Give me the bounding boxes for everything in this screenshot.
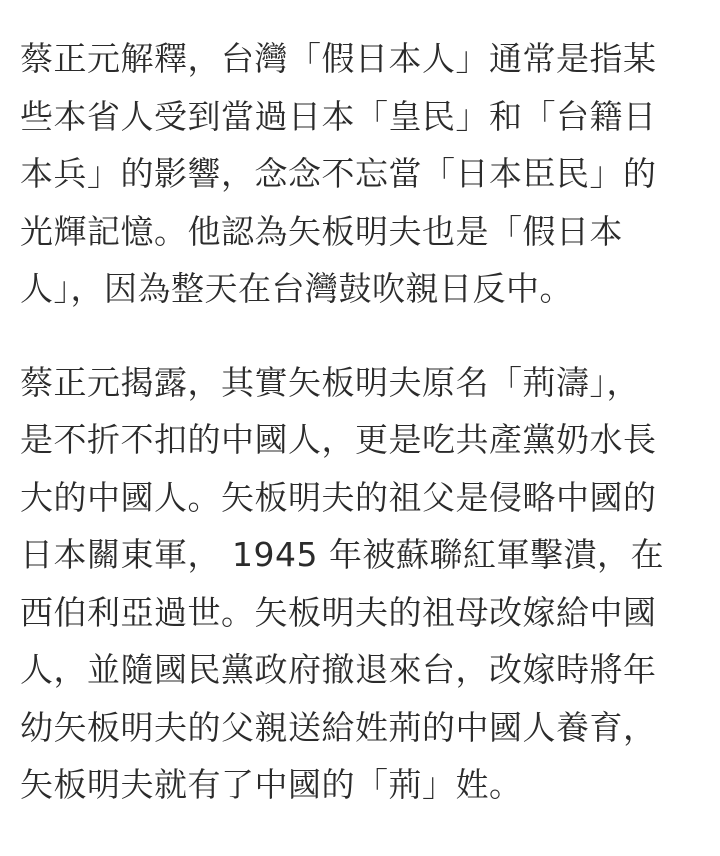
text-line: 幼矢板明夫的父親送給姓荊的中國人養育， [20, 707, 657, 747]
text-line: 蔡正元揭露，其實矢板明夫原名「荊濤」， [20, 362, 640, 402]
text-line: 是不折不扣的中國人，更是吃共產黨奶水長 [20, 420, 657, 459]
text-line: 西伯利亞過世。矢板明夫的祖母改嫁給中國 [20, 592, 657, 632]
paragraph-2 [20, 354, 692, 814]
paragraph-1 [20, 30, 692, 318]
text-line: 人」，因為整天在台灣鼓吹親日反中。 [20, 269, 573, 308]
text-line: 些本省人受到當過日本「皇民」和「台籍日 [20, 96, 657, 136]
text-line: 日本關東軍， 1945 年被蘇聯紅軍擊潰，在 [20, 535, 664, 574]
text-line: 大的中國人。矢板明夫的祖父是侵略中國的 [20, 477, 657, 517]
text-line: 光輝記憶。他認為矢板明夫也是「假日本 [20, 211, 623, 251]
text-line: 人，並隨國民黨政府撤退來台，改嫁時將年 [20, 650, 657, 689]
text-line: 蔡正元解釋，台灣「假日本人」通常是指某 [20, 39, 657, 78]
text-line: 本兵」的影響，念念不忘當「日本臣民」的 [20, 154, 657, 193]
article-body [20, 30, 692, 814]
text-line: 矢板明夫就有了中國的「荊」姓。 [20, 765, 523, 804]
